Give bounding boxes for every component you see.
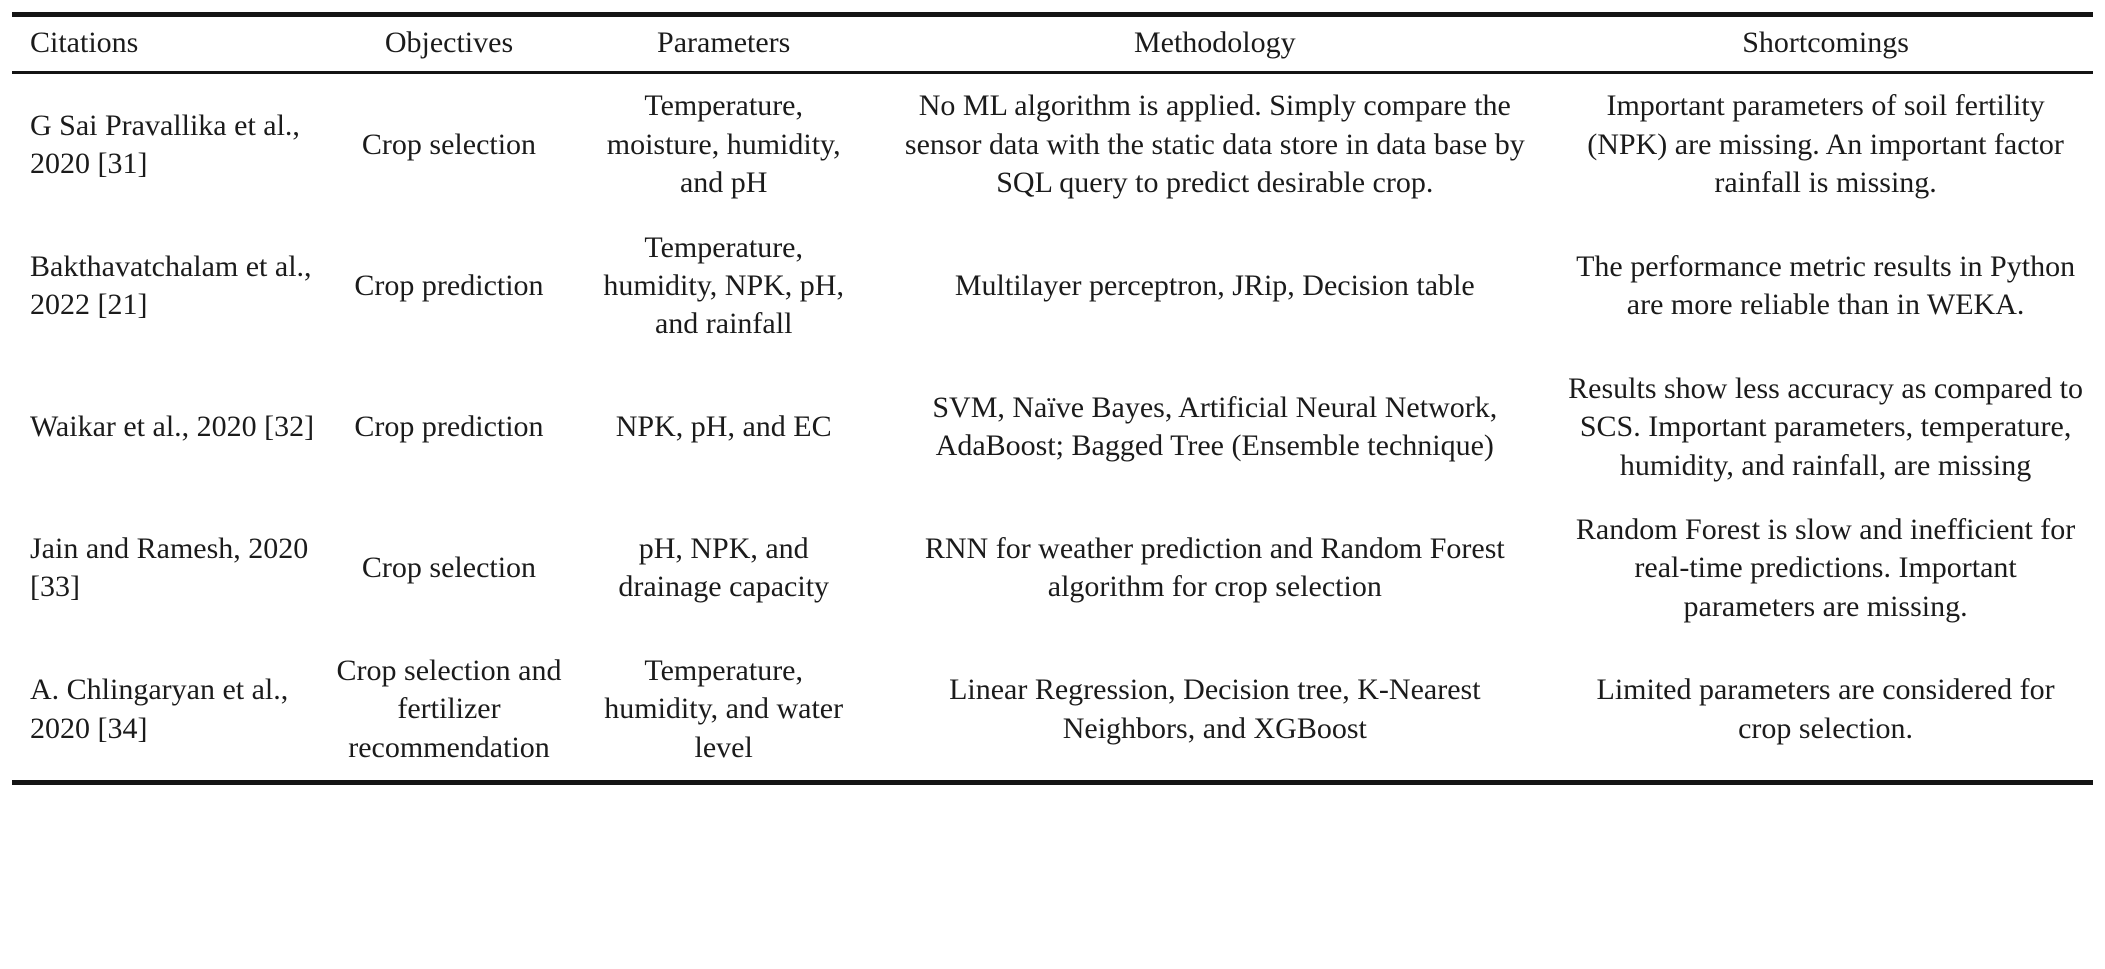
objective-cell: Crop selection and fertilizer recommendation [336,654,562,764]
parameters-cell: Temperature, humidity, and water level [604,654,844,764]
methodology-cell: No ML algorithm is applied. Simply compare the sensor data with the static data store in data base by SQL query to predict desirable crop. [904,89,1525,200]
column-header-shortcomings: Shortcomings [1558,15,2093,73]
table-row [12,639,2093,783]
parameters-cell: Temperature, moisture, humidity, and pH [606,89,841,200]
column-header-objectives: Objectives [322,15,576,73]
table-row [12,357,2093,498]
shortcomings-cell: Limited parameters are considered for crop selection. [1596,673,2055,745]
parameters-cell: Temperature, humidity, NPK, pH, and rainfall [603,230,844,341]
shortcomings-cell: Important parameters of soil fertility (NPK) are missing. An important factor rainfall is missing. [1587,89,2064,200]
citation-cell: Bakthavatchalam et al., 2022 [21] [30,249,312,322]
literature-review-table [12,12,2093,785]
parameters-cell: NPK, pH, and EC [615,410,832,444]
citation-cell: Waikar et al., 2020 [32] [30,410,315,444]
methodology-cell: Multilayer perceptron, JRip, Decision table [954,268,1475,302]
objective-cell: Crop selection [361,551,537,585]
citation-cell: Jain and Ramesh, 2020 [33] [30,532,309,604]
parameters-cell: pH, NPK, and drainage capacity [618,532,830,604]
citation-cell: A. Chlingaryan et al., 2020 [34] [30,673,289,745]
column-header-citations: Citations [12,15,322,73]
shortcomings-cell: Random Forest is slow and inefficient for real-time predictions. Important parameters are missing. [1575,512,2076,623]
objective-cell: Crop prediction [354,268,544,302]
column-header-methodology: Methodology [871,15,1558,73]
column-header-parameters: Parameters [576,15,872,73]
objective-cell: Crop selection [361,127,537,161]
table-row [12,216,2093,357]
table-row [12,498,2093,639]
methodology-cell: RNN for weather prediction and Random Forest algorithm for crop selection [924,532,1505,604]
methodology-cell: SVM, Naïve Bayes, Artificial Neural Network, AdaBoost; Bagged Tree (Ensemble technique) [932,390,1498,463]
table-row [12,73,2093,216]
objective-cell: Crop prediction [354,410,544,444]
shortcomings-cell: Results show less accuracy as compared to SCS. Important parameters, temperature, humidity, and rainfall, are missing [1568,371,2084,482]
header-row [12,15,2093,73]
citation-cell: G Sai Pravallika et al., 2020 [31] [30,108,300,180]
shortcomings-cell: The performance metric results in Python are more reliable than in WEKA. [1576,249,2076,322]
methodology-cell: Linear Regression, Decision tree, K-Nearest Neighbors, and XGBoost [949,673,1481,745]
